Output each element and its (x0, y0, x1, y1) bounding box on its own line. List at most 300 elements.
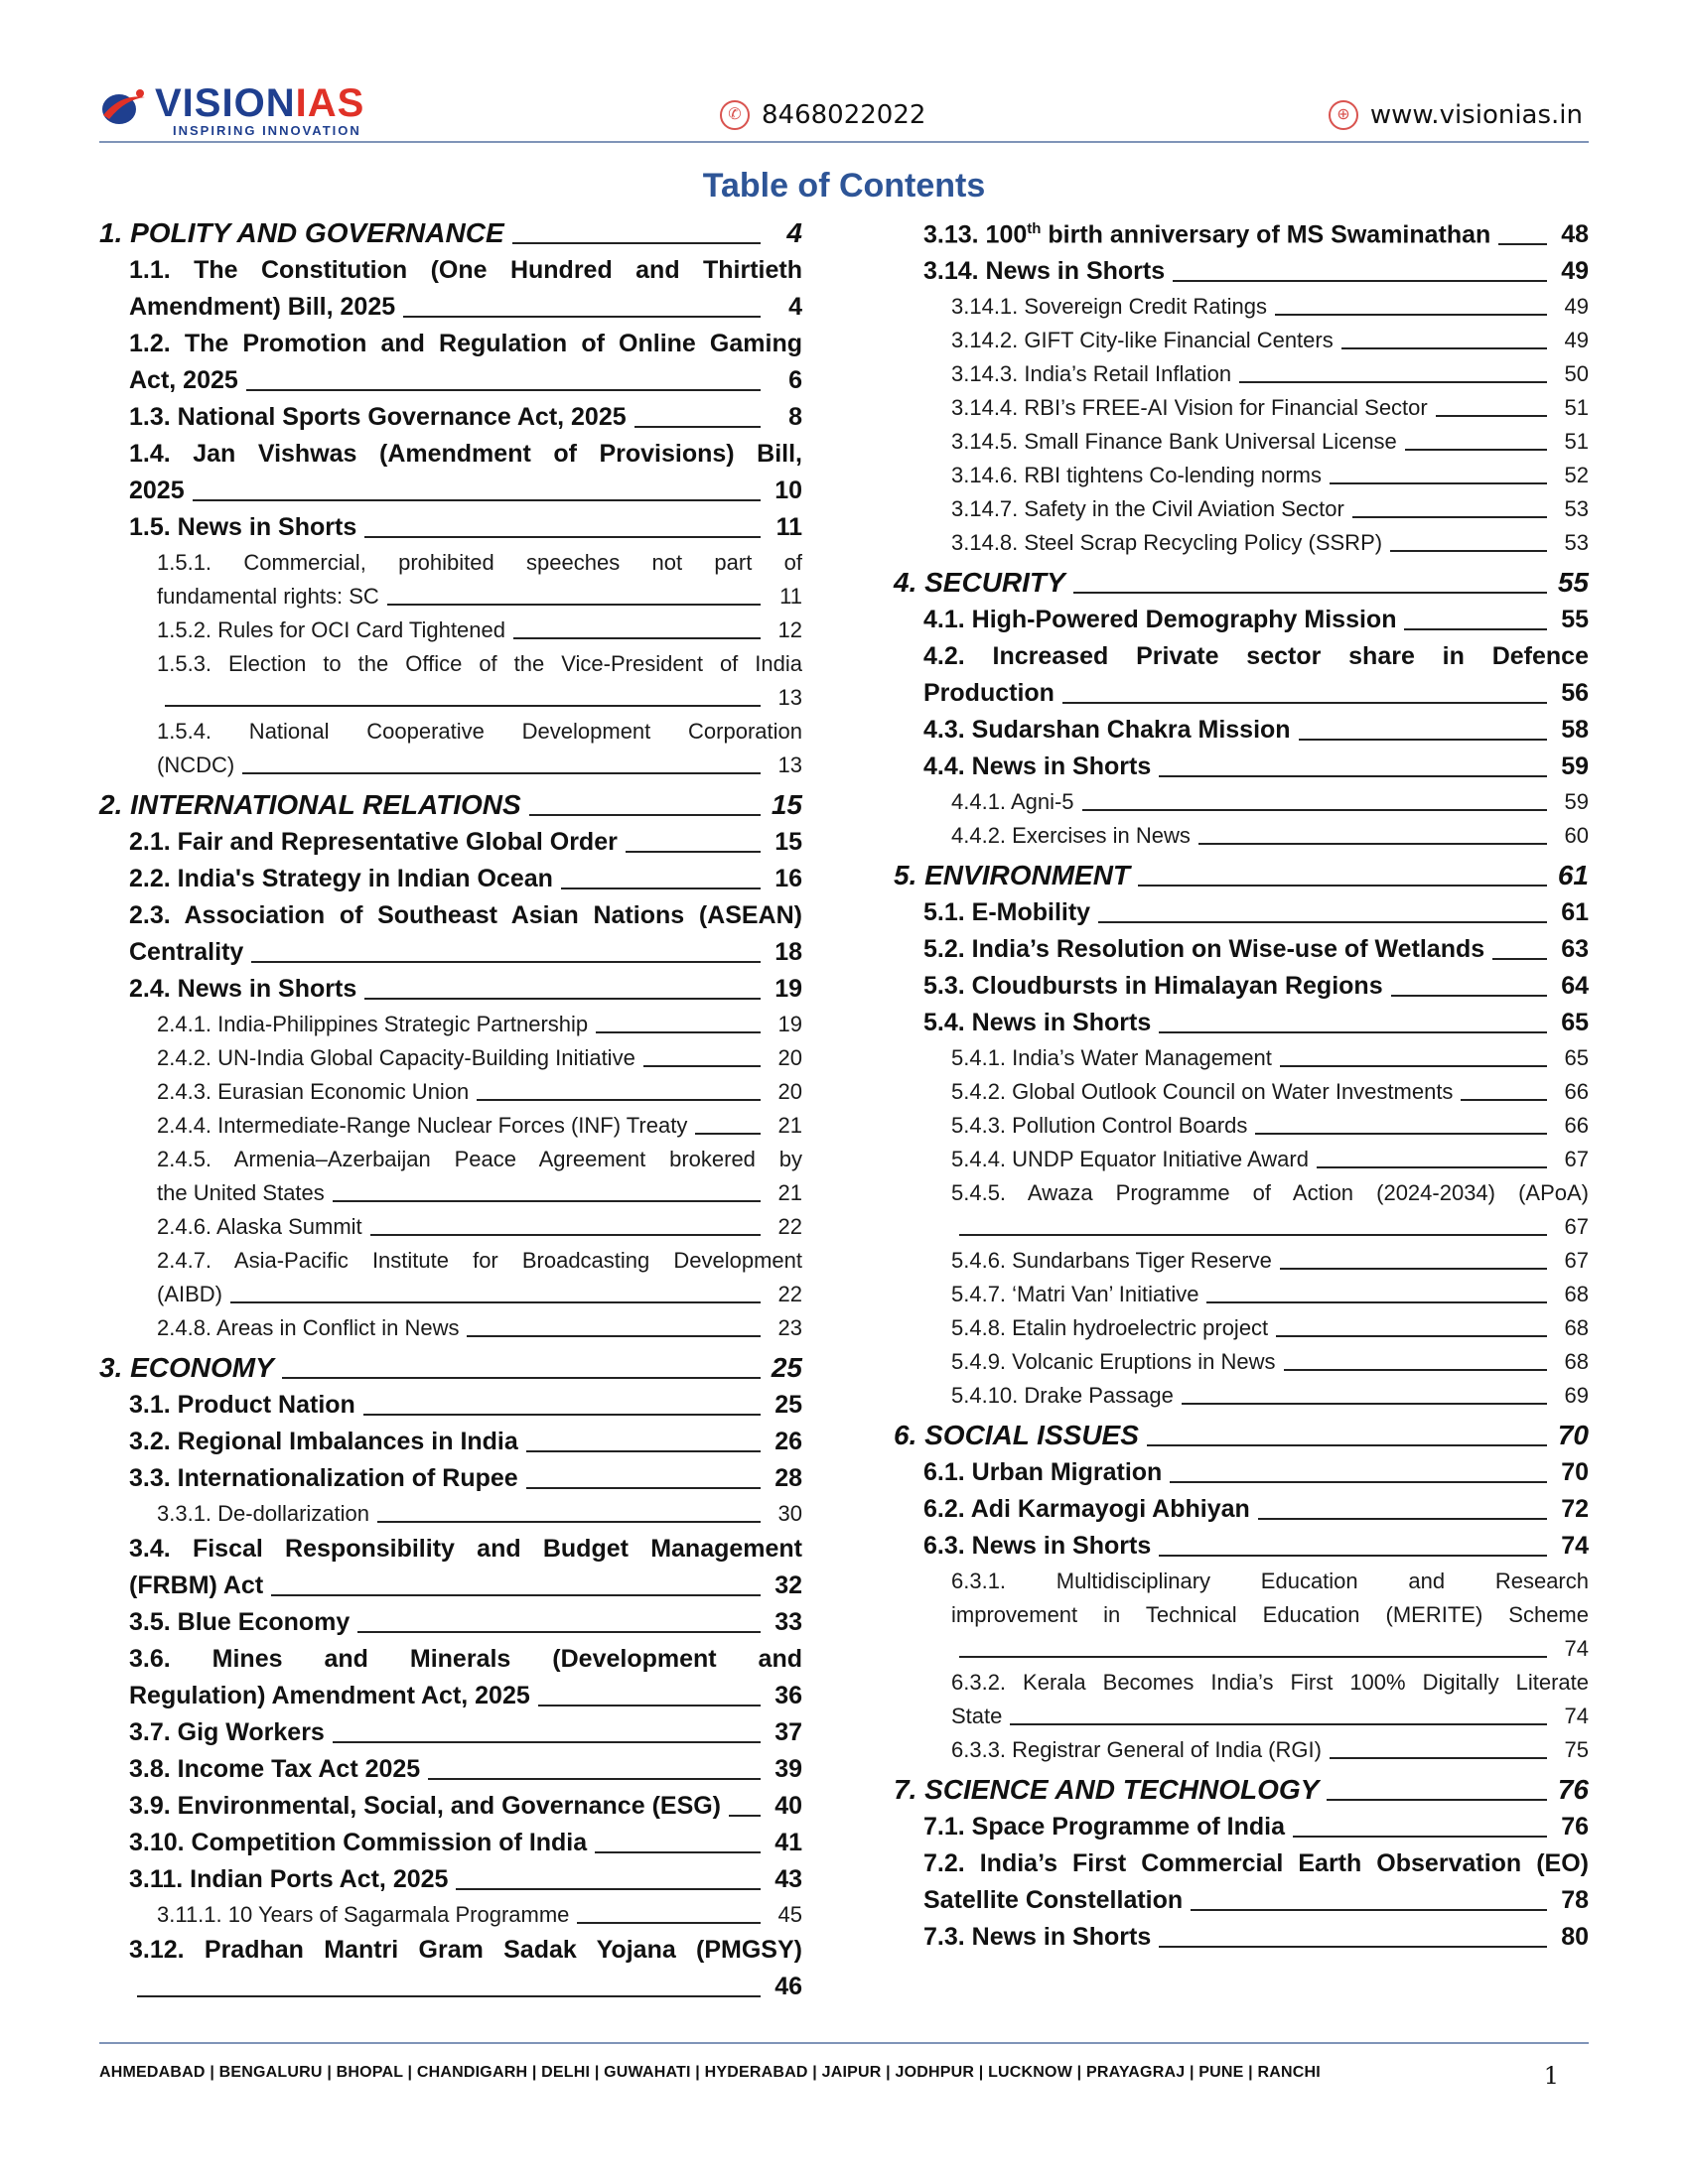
toc-entry-row (951, 1733, 1589, 1767)
logo-main: VISION (155, 81, 296, 125)
toc-page-number: 23 (777, 1315, 802, 1340)
toc-entry-level-3[interactable] (99, 614, 802, 647)
toc-entry-label: 7. SCIENCE AND TECHNOLOGY (894, 1774, 1320, 1806)
toc-entry-row (157, 1109, 802, 1143)
toc-page-number: 68 (1564, 1349, 1589, 1375)
toc-entry-label: 3.7. Gig Workers (129, 1718, 325, 1746)
toc-entry-row (129, 1387, 802, 1424)
toc-entry-level-2[interactable] (894, 968, 1589, 1005)
toc-entry-row (951, 1311, 1589, 1345)
toc-leader-line (428, 1778, 761, 1780)
toc-page-number: 30 (777, 1501, 802, 1526)
toc-page-number: 63 (1561, 935, 1589, 964)
toc-entry-level-3[interactable] (894, 1565, 1589, 1666)
toc-leader-line (959, 1656, 1547, 1658)
toc-title: Table of Contents (702, 167, 986, 205)
phone-number: 8468022022 (762, 100, 926, 130)
toc-entry-label: 6.3. News in Shorts (923, 1532, 1152, 1561)
toc-entry-row (951, 492, 1589, 526)
toc-page-number: 72 (1561, 1495, 1589, 1524)
toc-leader-line (137, 1995, 761, 1997)
toc-entry-row (157, 1210, 802, 1244)
toc-entry-level-2[interactable] (99, 509, 802, 546)
toc-leader-line (595, 1851, 761, 1853)
toc-page-number: 74 (1561, 1532, 1589, 1561)
toc-page-number: 80 (1561, 1923, 1589, 1952)
toc-entry-row (951, 1109, 1589, 1143)
toc-entry-level-3[interactable] (894, 1379, 1589, 1413)
toc-entry-row (951, 1210, 1589, 1244)
toc-entry-label-line: 6.3.1. Multidisciplinary Education and Research (951, 1569, 1589, 1594)
toc-entry-level-2[interactable] (99, 1424, 802, 1460)
toc-entry-row (129, 1424, 802, 1460)
toc-entry-label: the United States (157, 1180, 325, 1205)
toc-page-number: 59 (1564, 789, 1589, 815)
toc-entry-label: (FRBM) Act (129, 1571, 264, 1599)
toc-page-number: 18 (774, 938, 802, 966)
toc-entry-row (923, 210, 1589, 253)
toc-entry-label: 4.4. News in Shorts (923, 752, 1152, 781)
toc-entry-level-2[interactable] (99, 1861, 802, 1898)
toc-page-number: 51 (1564, 429, 1589, 455)
toc-entry-level-2[interactable] (99, 897, 802, 971)
toc-entry-level-3[interactable] (894, 357, 1589, 391)
toc-entry-level-3[interactable] (894, 492, 1589, 526)
toc-entry-level-2[interactable] (99, 399, 802, 436)
toc-entry-row (129, 1568, 802, 1604)
toc-entry-level-1[interactable] (894, 857, 1589, 894)
toc-entry-level-3[interactable] (894, 391, 1589, 425)
toc-entry-label: 5.4.10. Drake Passage (951, 1383, 1174, 1409)
toc-entry-row (129, 289, 802, 326)
toc-entry-label: 5.4.7. ‘Matri Van’ Initiative (951, 1282, 1199, 1307)
toc-entry-level-3[interactable] (99, 1143, 802, 1210)
toc-leader-line (1182, 1403, 1547, 1405)
toc-entry-label: 6.1. Urban Migration (923, 1458, 1163, 1487)
toc-entry-level-2[interactable] (894, 749, 1589, 785)
toc-entry-row (129, 1678, 802, 1714)
toc-entry-level-3[interactable] (99, 647, 802, 715)
toc-entry-row (951, 1345, 1589, 1379)
toc-entry-row (951, 324, 1589, 357)
toc-entry-label: 2.4.4. Intermediate-Range Nuclear Forces (INF) Treaty (157, 1113, 688, 1138)
toc-entry-level-3[interactable] (99, 1497, 802, 1531)
toc-entry-level-3[interactable] (894, 819, 1589, 853)
toc-entry-row (129, 1825, 802, 1861)
toc-leader-line (1390, 550, 1547, 552)
toc-entry-level-1[interactable] (99, 786, 802, 824)
phone-icon: ✆ (720, 100, 750, 130)
toc-leader-line (271, 1594, 761, 1596)
toc-leader-line (333, 1741, 761, 1743)
toc-leader-line (165, 705, 761, 707)
toc-entry-label: 3.5. Blue Economy (129, 1608, 351, 1636)
toc-leader-line (526, 1450, 761, 1452)
toc-entry-level-2[interactable] (894, 1845, 1589, 1919)
toc-entry-level-1[interactable] (894, 564, 1589, 602)
toc-page-number: 13 (777, 685, 802, 710)
toc-entry-level-2[interactable] (99, 1932, 802, 2005)
toc-entry-label: 3.10. Competition Commission of India (129, 1829, 588, 1856)
toc-leader-line (1330, 482, 1547, 484)
toc-entry-label: 3.3.1. De-dollarization (157, 1501, 370, 1526)
toc-leader-line (1492, 958, 1547, 960)
toc-entry-label: 4. SECURITY (894, 567, 1065, 599)
toc-leader-line (364, 998, 761, 1000)
toc-entry-row (129, 1714, 802, 1751)
toc-page-number: 74 (1564, 1636, 1589, 1662)
toc-entry-level-3[interactable] (894, 290, 1589, 324)
toc-entry-label: 2.2. India's Strategy in Indian Ocean (129, 865, 553, 892)
toc-leader-line (1352, 516, 1547, 518)
toc-entry-label: 3.14.1. Sovereign Credit Ratings (951, 294, 1267, 320)
toc-page-number: 22 (777, 1282, 802, 1306)
toc-page-number: 64 (1561, 972, 1589, 1001)
toc-entry-level-2[interactable] (99, 861, 802, 897)
toc-entry-level-2[interactable] (99, 436, 802, 509)
toc-entry-level-3[interactable] (894, 1041, 1589, 1075)
toc-entry-row (951, 785, 1589, 819)
toc-entry-level-3[interactable] (894, 1075, 1589, 1109)
toc-entry-row (951, 526, 1589, 560)
toc-leader-line (1391, 995, 1547, 997)
toc-entry-level-3[interactable] (894, 1143, 1589, 1176)
toc-entry-row (951, 819, 1589, 853)
toc-leader-line (1098, 921, 1547, 923)
toc-entry-label: 2. INTERNATIONAL RELATIONS (99, 789, 521, 820)
toc-entry-row (157, 614, 802, 647)
phone-contact[interactable] (720, 95, 925, 135)
toc-leader-line (529, 814, 761, 816)
toc-entry-label: 5.4.1. India’s Water Management (951, 1045, 1272, 1071)
toc-entry-label: 3. ECONOMY (99, 1352, 274, 1383)
toc-entry-level-3[interactable] (894, 1109, 1589, 1143)
toc-entry-level-2[interactable] (894, 1454, 1589, 1491)
toc-entry-level-2[interactable] (99, 326, 802, 399)
toc-entry-level-3[interactable] (99, 1075, 802, 1109)
toc-leader-line (1327, 1799, 1547, 1801)
toc-entry-label: 5.1. E-Mobility (923, 898, 1091, 927)
toc-entry-row (129, 509, 802, 546)
toc-entry-row (157, 1497, 802, 1531)
toc-entry-label: Production (923, 679, 1055, 708)
toc-entry-row (129, 1751, 802, 1788)
toc-entry-label: Regulation) Amendment Act, 2025 (129, 1682, 530, 1709)
toc-entry-label-line: 2.3. Association of Southeast Asian Nations (ASEAN) (129, 901, 802, 929)
toc-entry-label: 7.3. News in Shorts (923, 1923, 1152, 1952)
toc-page-number: 22 (777, 1214, 802, 1239)
toc-entry-label: 3.11. Indian Ports Act, 2025 (129, 1865, 449, 1893)
toc-entry-level-2[interactable] (99, 1531, 802, 1604)
toc-leader-line (1404, 628, 1547, 630)
toc-entry-label-line: improvement in Technical Education (MERITE) Scheme (951, 1602, 1589, 1628)
toc-entry-level-2[interactable] (894, 602, 1589, 638)
toc-page-number: 70 (1557, 1420, 1589, 1451)
toc-entry-label-line: 7.2. India’s First Commercial Earth Observation (EO) (923, 1849, 1589, 1878)
toc-entry-level-2[interactable] (99, 1604, 802, 1641)
toc-entry-label: Satellite Constellation (923, 1886, 1184, 1915)
toc-leader-line (1255, 1133, 1547, 1135)
toc-entry-level-1[interactable] (99, 1349, 802, 1387)
toc-leader-line (1239, 381, 1547, 383)
toc-entry-label: 5. ENVIRONMENT (894, 860, 1131, 891)
toc-entry-row (129, 1969, 802, 2005)
toc-entry-level-3[interactable] (99, 715, 802, 782)
toc-entry-level-3[interactable] (99, 1898, 802, 1932)
toc-entry-label: 5.3. Cloudbursts in Himalayan Regions (923, 972, 1383, 1001)
toc-entry-label: 5.4.9. Volcanic Eruptions in News (951, 1349, 1276, 1375)
toc-leader-line (477, 1099, 761, 1101)
toc-leader-line (333, 1200, 761, 1202)
toc-entry-row (129, 824, 802, 861)
toc-entry-row (923, 1528, 1589, 1565)
toc-leader-line (561, 887, 761, 889)
toc-entry-label: Act, 2025 (129, 366, 238, 394)
toc-entry-row (157, 1041, 802, 1075)
toc-leader-line (246, 389, 761, 391)
toc-entry-label: 3.14.5. Small Finance Bank Universal License (951, 429, 1397, 455)
toc-leader-line (695, 1133, 761, 1135)
toc-page-number: 68 (1564, 1315, 1589, 1341)
toc-entry-level-2[interactable] (894, 894, 1589, 931)
toc-entry-level-2[interactable] (894, 253, 1589, 290)
toc-entry-level-3[interactable] (99, 1008, 802, 1041)
toc-leader-line (1159, 1555, 1547, 1557)
toc-entry-level-2[interactable] (99, 252, 802, 326)
toc-page-number: 66 (1564, 1113, 1589, 1139)
toc-page-number: 75 (1564, 1737, 1589, 1763)
toc-leader-line (1073, 592, 1547, 594)
toc-entry-row (894, 1771, 1589, 1809)
toc-entry-level-2[interactable] (894, 638, 1589, 712)
toc-page-number: 15 (774, 828, 802, 856)
toc-entry-row (923, 602, 1589, 638)
toc-entry-label: Centrality (129, 938, 244, 966)
toc-entry-level-3[interactable] (894, 324, 1589, 357)
toc-entry-row (157, 1075, 802, 1109)
toc-page-number: 21 (777, 1113, 802, 1138)
toc-page-number: 55 (1561, 606, 1589, 634)
toc-page-number: 74 (1564, 1704, 1589, 1729)
toc-leader-line (1159, 775, 1547, 777)
toc-entry-level-3[interactable] (99, 1041, 802, 1075)
toc-entry-row (129, 399, 802, 436)
toc-entry-row (99, 1349, 802, 1387)
toc-page-number: 21 (777, 1180, 802, 1205)
toc-leader-line (1258, 1518, 1547, 1520)
toc-entry-row (923, 894, 1589, 931)
toc-page-number: 25 (774, 1391, 802, 1419)
toc-page-number: 12 (777, 617, 802, 642)
toc-entry-level-2[interactable] (99, 1387, 802, 1424)
toc-entry-label: 3.14.6. RBI tightens Co-lending norms (951, 463, 1322, 488)
toc-left-column (99, 210, 802, 2005)
toc-entry-row (894, 564, 1589, 602)
toc-entry-level-2[interactable] (894, 1491, 1589, 1528)
toc-entry-level-3[interactable] (99, 1244, 802, 1311)
toc-entry-row (157, 1278, 802, 1311)
toc-leader-line (1498, 243, 1547, 245)
toc-entry-label-line: 1.1. The Constitution (One Hundred and Thirtieth (129, 256, 802, 284)
toc-page-number: 20 (777, 1045, 802, 1070)
toc-entry-level-3[interactable] (894, 785, 1589, 819)
toc-entry-label-line: 3.12. Pradhan Mantri Gram Sadak Yojana (PMGSY) (129, 1936, 802, 1964)
toc-entry-level-2[interactable] (894, 1528, 1589, 1565)
toc-leader-line (363, 1414, 761, 1416)
toc-leader-line (538, 1705, 761, 1706)
toc-entry-row (99, 214, 802, 252)
toc-leader-line (1330, 1757, 1547, 1759)
toc-entry-level-2[interactable] (894, 1919, 1589, 1956)
toc-page-number: 70 (1561, 1458, 1589, 1487)
toc-entry-level-2[interactable] (99, 1460, 802, 1497)
toc-entry-label: 3.1. Product Nation (129, 1391, 355, 1419)
toc-page-number: 60 (1564, 823, 1589, 849)
toc-entry-level-2[interactable] (99, 1825, 802, 1861)
toc-page-number: 15 (771, 789, 802, 820)
toc-page-number: 4 (788, 293, 802, 321)
toc-entry-label: State (951, 1704, 1003, 1729)
toc-leader-line (1299, 739, 1547, 741)
toc-entry-label: (AIBD) (157, 1282, 222, 1306)
toc-leader-line (1275, 314, 1547, 316)
toc-entry-label: 2.4. News in Shorts (129, 975, 357, 1003)
toc-entry-level-2[interactable] (99, 971, 802, 1008)
toc-leader-line (1405, 449, 1547, 451)
toc-page-number: 59 (1561, 752, 1589, 781)
toc-entry-row (923, 968, 1589, 1005)
toc-entry-label-line: 1.5.1. Commercial, prohibited speeches not part of (157, 550, 802, 575)
toc-entry-level-2[interactable] (894, 210, 1589, 253)
toc-entry-label-line: 3.6. Mines and Minerals (Development and (129, 1645, 802, 1673)
toc-entry-row (129, 971, 802, 1008)
toc-entry-row (99, 786, 802, 824)
toc-entry-level-2[interactable] (894, 1005, 1589, 1041)
toc-entry-level-3[interactable] (894, 1278, 1589, 1311)
toc-page-number: 78 (1561, 1886, 1589, 1915)
toc-page-number: 6 (788, 366, 802, 394)
toc-entry-level-3[interactable] (99, 1311, 802, 1345)
toc-leader-line (1191, 1909, 1547, 1911)
toc-entry-level-3[interactable] (99, 1109, 802, 1143)
toc-entry-level-3[interactable] (894, 526, 1589, 560)
toc-leader-line (1198, 843, 1547, 845)
toc-entry-level-3[interactable] (894, 1176, 1589, 1244)
toc-entry-row (157, 1176, 802, 1210)
toc-entry-label: 2.4.2. UN-India Global Capacity-Building Initiative (157, 1045, 635, 1070)
toc-entry-label: 7.1. Space Programme of India (923, 1813, 1286, 1842)
toc-leader-line (282, 1377, 761, 1379)
toc-entry-label: 3.9. Environmental, Social, and Governance (ESG) (129, 1792, 722, 1820)
logo-accent: IAS (295, 81, 365, 125)
toc-entry-label: 3.11.1. 10 Years of Sagarmala Programme (157, 1902, 570, 1927)
toc-entry-level-2[interactable] (894, 1809, 1589, 1845)
toc-page-number: 67 (1564, 1214, 1589, 1240)
toc-entry-row (923, 1491, 1589, 1528)
toc-entry-label: 4.3. Sudarshan Chakra Mission (923, 716, 1291, 745)
toc-entry-level-3[interactable] (99, 1210, 802, 1244)
toc-entry-label: 3.14.8. Steel Scrap Recycling Policy (SSRP) (951, 530, 1383, 556)
toc-entry-level-2[interactable] (99, 1641, 802, 1714)
website-contact[interactable] (1329, 95, 1583, 135)
toc-entry-level-2[interactable] (99, 1751, 802, 1788)
toc-leader-line (364, 536, 761, 538)
toc-leader-line (526, 1487, 761, 1489)
toc-page-number: 61 (1557, 860, 1589, 891)
toc-leader-line (1280, 1268, 1547, 1270)
toc-page-number: 10 (774, 477, 802, 504)
toc-entry-row (923, 1005, 1589, 1041)
toc-entry-row (129, 362, 802, 399)
toc-entry-label: 3.14. News in Shorts (923, 257, 1166, 286)
toc-entry-label-line: 6.3.2. Kerala Becomes India’s First 100% Digitally Literate (951, 1670, 1589, 1696)
toc-page-number: 51 (1564, 395, 1589, 421)
toc-entry-row (894, 857, 1589, 894)
toc-page-number: 36 (774, 1682, 802, 1709)
toc-entry-level-1[interactable] (894, 1417, 1589, 1454)
toc-page-number: 76 (1557, 1774, 1589, 1806)
toc-leader-line (643, 1065, 761, 1067)
toc-entry-label-line: 4.2. Increased Private sector share in Defence (923, 642, 1589, 671)
toc-entry-label: 2.4.8. Areas in Conflict in News (157, 1315, 460, 1340)
toc-leader-line (596, 1031, 761, 1033)
toc-leader-line (634, 426, 761, 428)
toc-page-number: 19 (774, 975, 802, 1003)
toc-page-number: 20 (777, 1079, 802, 1104)
toc-entry-level-2[interactable] (894, 712, 1589, 749)
toc-entry-row (951, 1632, 1589, 1666)
toc-entry-level-3[interactable] (894, 425, 1589, 459)
toc-entry-label: 4.4.2. Exercises in News (951, 823, 1191, 849)
toc-entry-level-1[interactable] (894, 1771, 1589, 1809)
toc-entry-label: 5.4.3. Pollution Control Boards (951, 1113, 1248, 1139)
toc-entry-level-3[interactable] (894, 1345, 1589, 1379)
toc-entry-label: 3.14.7. Safety in the Civil Aviation Sector (951, 496, 1344, 522)
logo-tagline: INSPIRING INNOVATION (173, 123, 361, 138)
toc-entry-level-2[interactable] (99, 1788, 802, 1825)
toc-page-number: 52 (1564, 463, 1589, 488)
toc-entry-level-2[interactable] (894, 931, 1589, 968)
toc-entry-label: 3.14.3. India’s Retail Inflation (951, 361, 1232, 387)
toc-entry-row (951, 1700, 1589, 1733)
toc-page-number: 4 (786, 217, 802, 248)
toc-entry-level-2[interactable] (99, 824, 802, 861)
toc-entry-row (923, 931, 1589, 968)
toc-leader-line (513, 637, 761, 639)
toc-page-number: 39 (774, 1755, 802, 1783)
toc-entry-level-3[interactable] (894, 1244, 1589, 1278)
toc-entry-label-line: 5.4.5. Awaza Programme of Action (2024-2034) (APoA) (951, 1180, 1589, 1206)
toc-entry-level-3[interactable] (894, 1666, 1589, 1733)
toc-entry-row (951, 459, 1589, 492)
page-header (99, 69, 1589, 143)
toc-entry-row (129, 1861, 802, 1898)
toc-page-number: 53 (1564, 496, 1589, 522)
toc-entry-level-3[interactable] (99, 546, 802, 614)
toc-entry-level-3[interactable] (894, 1311, 1589, 1345)
toc-entry-level-1[interactable] (99, 214, 802, 252)
footer-cities: AHMEDABAD | BENGALURU | BHOPAL | CHANDIGARH | DELHI | GUWAHATI | HYDERABAD | JAIPUR | JODHPUR | LUCKNOW | PRAYAGRAJ | PUNE | RANCHI (99, 2064, 1321, 2081)
toc-entry-level-2[interactable] (99, 1714, 802, 1751)
toc-page-number: 19 (777, 1012, 802, 1036)
toc-page-number: 41 (774, 1829, 802, 1856)
toc-entry-label: 3.2. Regional Imbalances in India (129, 1428, 518, 1455)
toc-page-number: 66 (1564, 1079, 1589, 1105)
toc-leader-line (1170, 1481, 1547, 1483)
toc-page-number: 28 (774, 1464, 802, 1492)
toc-entry-level-3[interactable] (894, 459, 1589, 492)
toc-entry-level-3[interactable] (894, 1733, 1589, 1767)
